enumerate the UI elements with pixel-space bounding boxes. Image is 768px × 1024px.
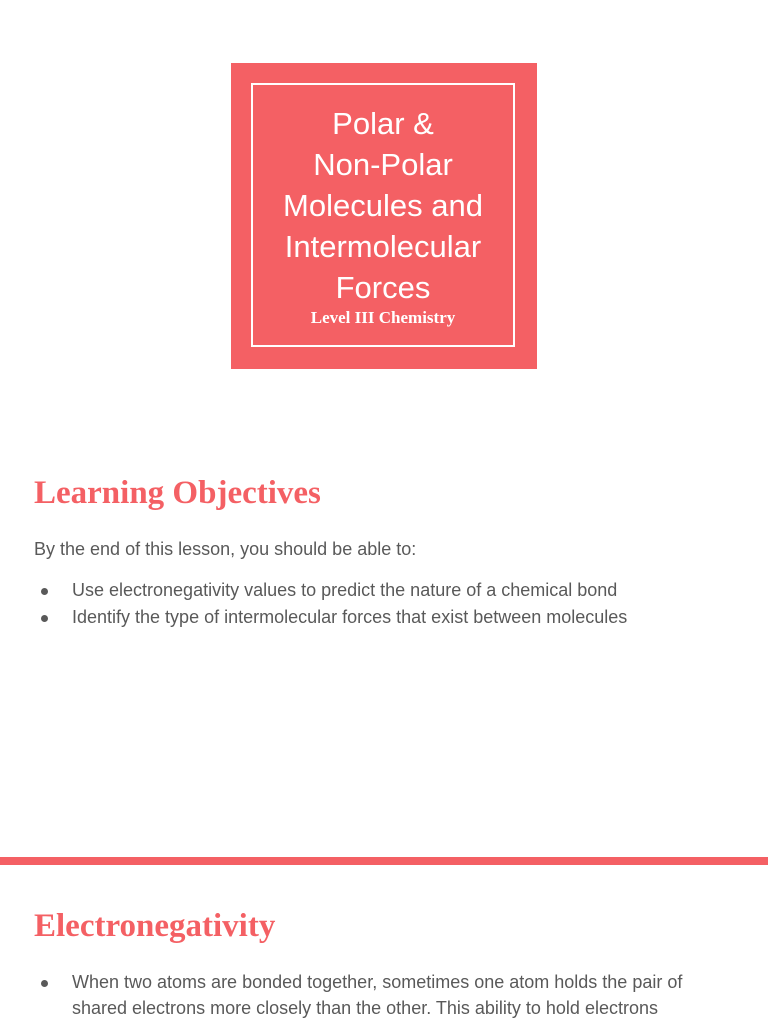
objectives-list: [34, 577, 734, 631]
list-item: [34, 577, 734, 604]
list-item-text: Identify the type of intermolecular forces that exist between molecules: [72, 607, 628, 627]
title-line: Polar &: [332, 105, 434, 141]
objectives-intro: By the end of this lesson, you should be able to:: [34, 539, 417, 559]
list-item: [34, 969, 734, 1021]
title-line: Molecules and: [283, 187, 483, 223]
slide-divider: [0, 857, 768, 865]
bullet-icon: [41, 588, 48, 595]
title-line: Non-Polar: [313, 146, 453, 182]
electronegativity-list: [34, 969, 734, 1021]
list-item: [34, 604, 734, 631]
list-item-text: When two atoms are bonded together, sometimes one atom holds the pair of shared electrons more closely than the other. This ability to hold electrons: [72, 972, 683, 1018]
title-line: Intermolecular: [284, 228, 482, 264]
presentation-subtitle: Level III Chemistry: [310, 307, 456, 327]
learning-objectives-heading: Learning Objectives: [34, 475, 321, 511]
bullet-icon: [41, 615, 48, 622]
title-line: Forces: [335, 269, 431, 305]
title-frame: [251, 83, 515, 347]
electronegativity-slide: [0, 865, 768, 1024]
list-item-text: Use electronegativity values to predict the nature of a chemical bond: [72, 580, 618, 600]
electronegativity-heading: Electronegativity: [34, 908, 276, 944]
presentation-title: [283, 103, 483, 308]
bullet-icon: [41, 980, 48, 987]
title-card: [231, 63, 537, 369]
